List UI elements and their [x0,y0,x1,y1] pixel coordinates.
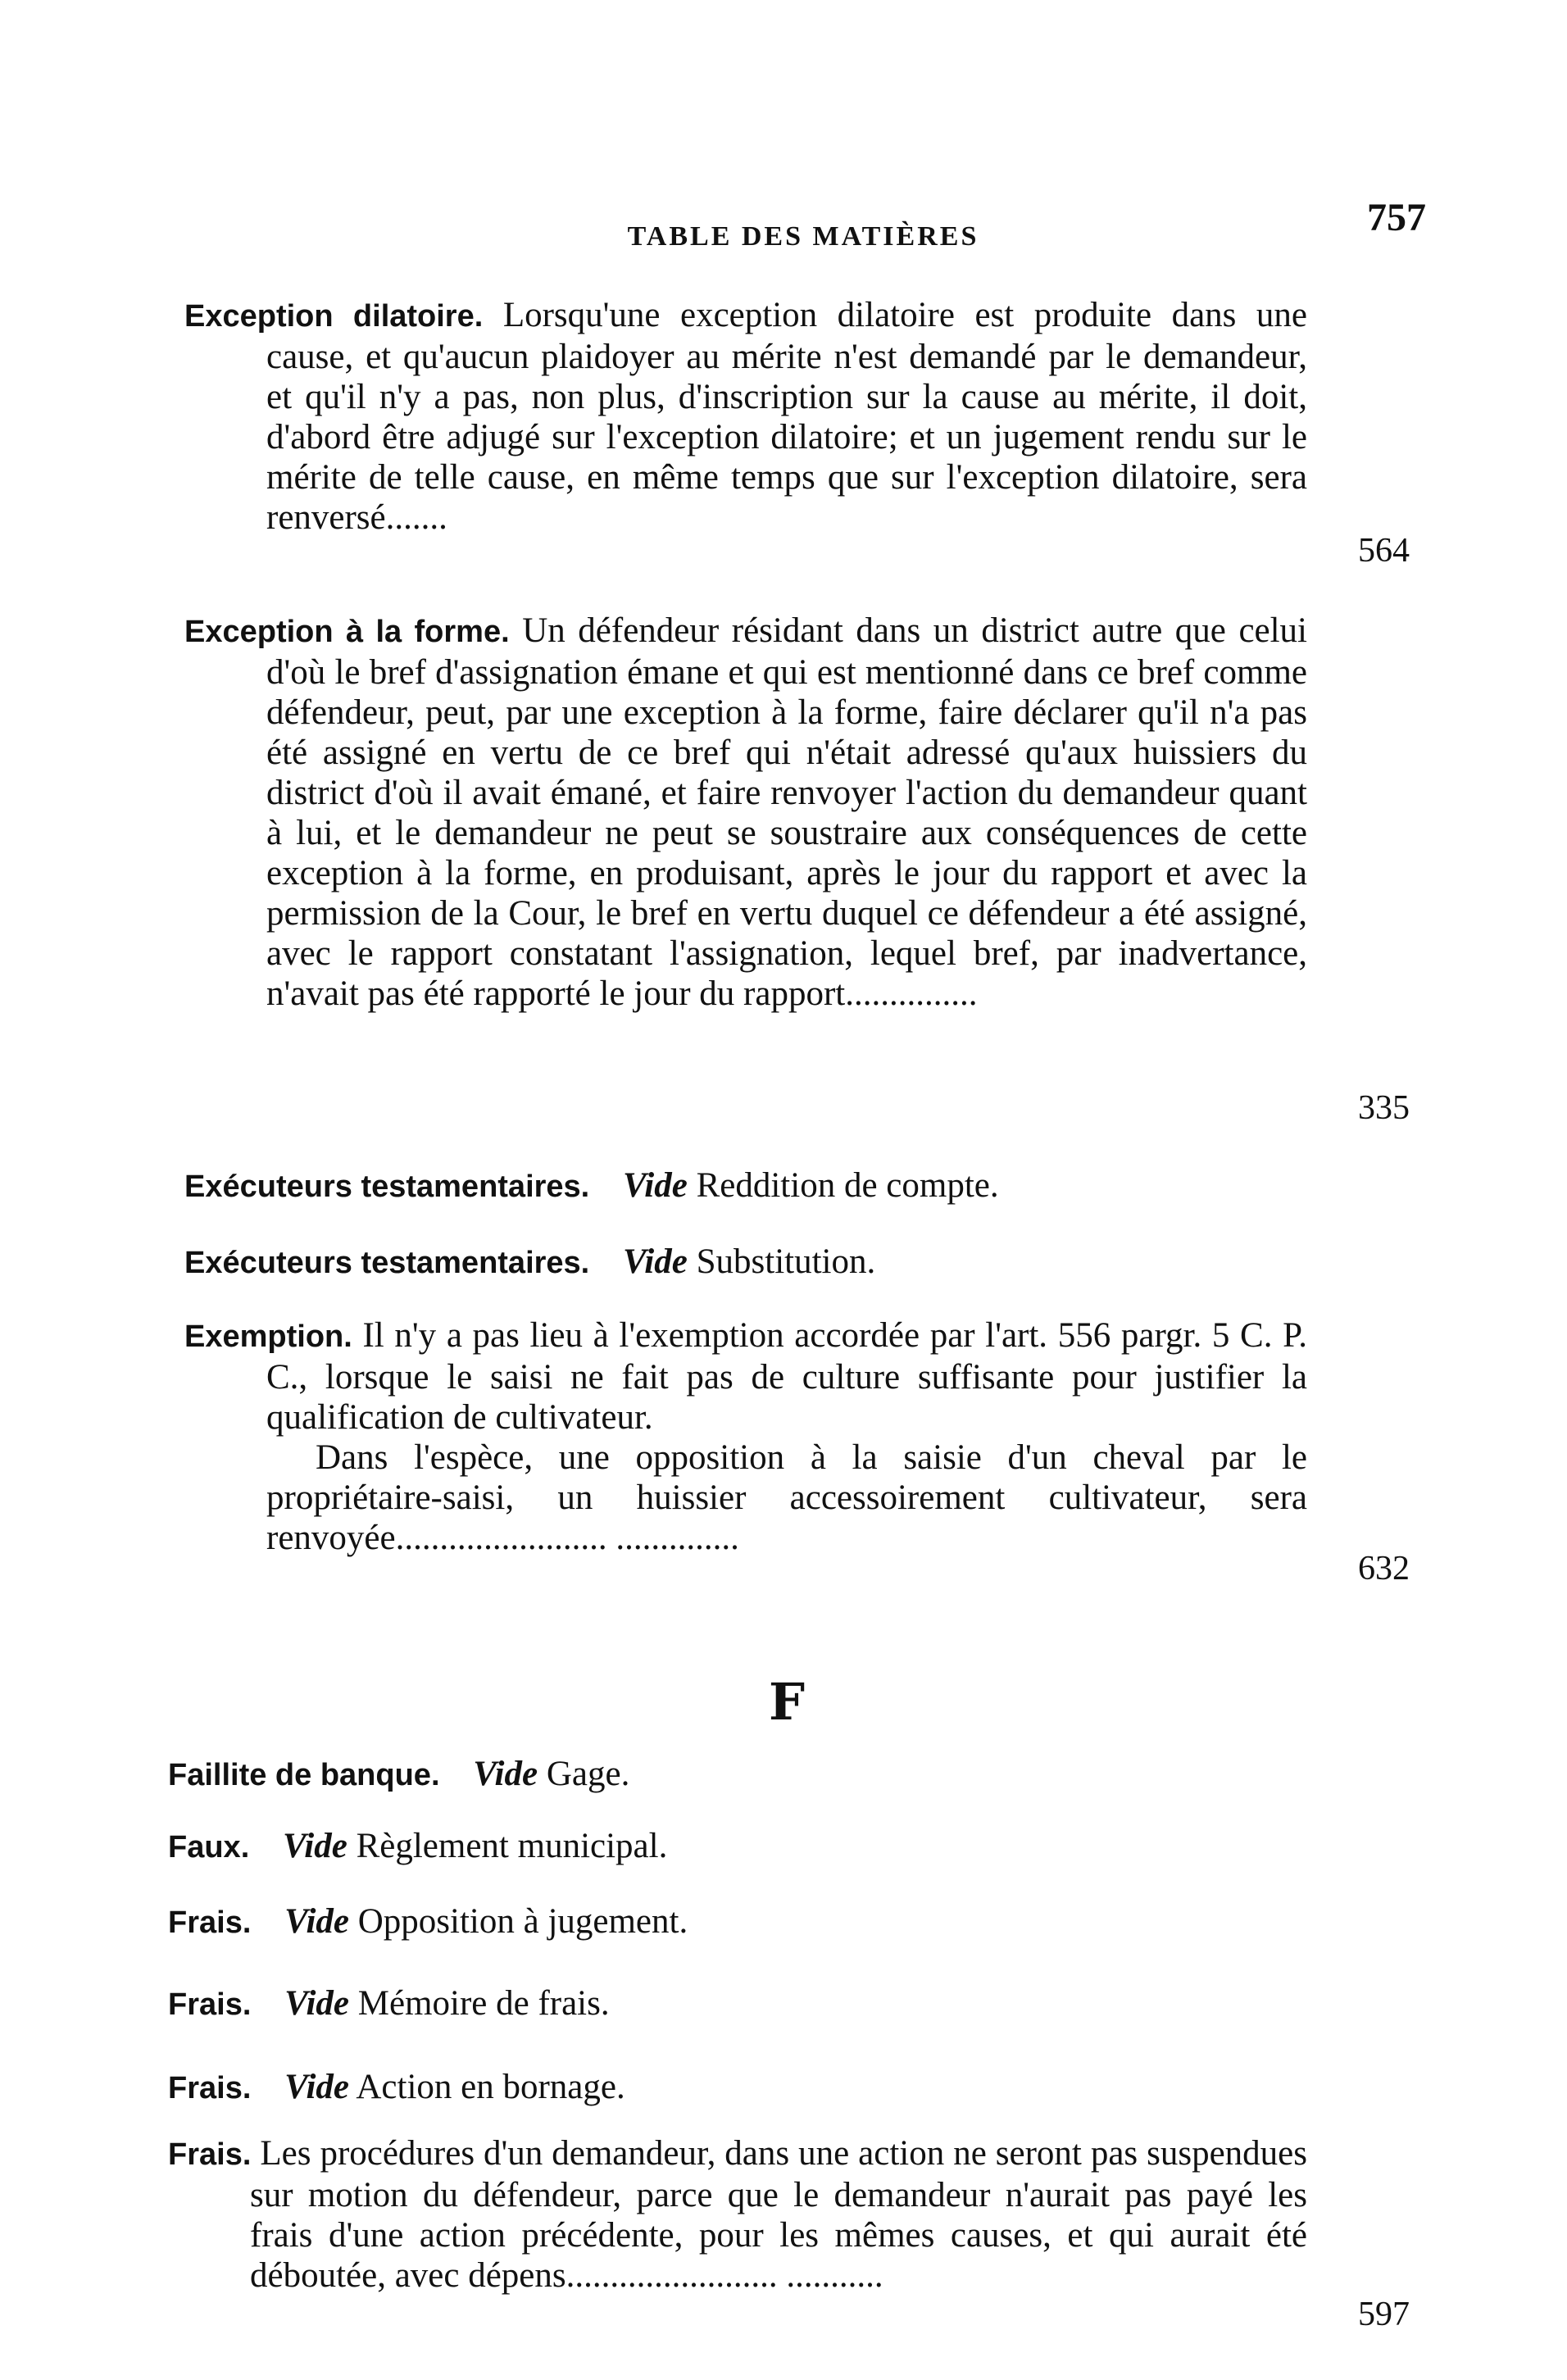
running-title: TABLE DES MATIÈRES [627,221,979,252]
vide-label: Vide [473,1755,538,1793]
vide-label: Vide [284,1902,349,1941]
vide-label: Vide [623,1242,688,1281]
entry-term: Exception dilatoire. [184,299,484,334]
entry-text: Lorsqu'une exception dilatoire est produite dans une cause, et qu'aucun plaidoyer au mérite n'est demandé par le demandeur, et qu'il n'y a pas, non plus, d'inscription sur la cause au mérite, il doit, d'abord être adjugé sur l'exception dilatoire; et un jugement rendu sur le mérite de telle cause, en même temps que sur l'exception dilatoire, sera renversé....... [266,296,1307,537]
entry-text: Opposition à jugement. [357,1902,688,1941]
entry-term: Frais. [168,1905,252,1940]
entry-body [168,2133,1307,2296]
index-entry-frais-1 [168,1901,1315,1943]
index-entry-executeurs-2 [184,1242,1332,1283]
entry-term: Exemption. [184,1319,352,1354]
index-entry-faillite [168,1754,1315,1796]
index-entry-faux [168,1826,1315,1868]
entry-text: Il n'y a pas lieu à l'exemption accordée par l'art. 556 pargr. 5 C. P. C., lorsque le saisi ne fait pas de culture suffisante pour justifier la qualification de cultivateur. [266,1316,1308,1437]
entry-text: Un défendeur résidant dans un district autre que celui d'où le bref d'assignation émane et qui est mentionné dans ce bref comme défendeur, peut, par une exception à la forme, faire déclarer qu'il n'a pas été assigné en vertu de ce bref qui n'était adressé qu'aux huissiers du district d'où il avait émané, et faire renvoyer l'action du demandeur quant à lui, et le demandeur ne peut se soustraire aux conséquences de cette exception à la forme, en produisant, après le jour du rapport et avec la permission de la Cour, le bref en vertu duquel ce défendeur a été assigné, avec le rapport constatant l'assignation, lequel bref, par inadvertance, n'avait pas été rapporté le jour du rapport............... [266,611,1308,1013]
vide-label: Vide [283,1827,347,1865]
index-entry-exception-dilatoire [184,295,1307,538]
entry-term: Exécuteurs testamentaires. [184,1246,590,1280]
entry-body [184,611,1307,1014]
entry-body [184,295,1307,538]
index-entry-frais-2 [168,1983,1315,2025]
entry-term: Exception à la forme. [184,615,510,649]
entry-page-ref: 564 [1358,532,1410,570]
entry-body [184,1315,1307,1438]
index-entry-exception-forme [184,611,1307,1014]
section-letter: F [768,1672,806,1732]
index-entry-frais-procedures [168,2133,1307,2296]
entry-text: Action en bornage. [356,2068,625,2106]
vide-label: Vide [623,1166,688,1205]
entry-subtext: Dans l'espèce, une opposition à la saisie d'un cheval par le propriétaire-saisi, un huissier accessoirement cultivateur, sera renvoyée........................ .............. [266,1438,1307,1557]
vide-label: Vide [284,1984,349,2023]
entry-text: Substitution. [696,1242,876,1281]
entry-term: Frais. [168,1987,252,2022]
entry-page-ref: 335 [1358,1089,1410,1127]
entry-term: Faillite de banque. [168,1758,440,1792]
entry-text: Mémoire de frais. [357,1984,610,2023]
entry-text: Reddition de compte. [696,1166,999,1205]
index-entry-executeurs-1 [184,1165,1332,1207]
entry-term: Faux. [168,1830,250,1864]
entry-term: Frais. [168,2137,252,2172]
index-entry-frais-3 [168,2067,1315,2109]
entry-text: Les procédures d'un demandeur, dans une action ne seront pas suspendues sur motion du défendeur, parce que le demandeur n'aurait pas payé les frais d'une action précédente, pour les mêmes causes, et qui aurait été déboutée, avec dépens........................ ........... [250,2134,1307,2295]
entry-text: Gage. [546,1755,630,1793]
vide-label: Vide [284,2068,349,2106]
entry-term: Exécuteurs testamentaires. [184,1170,590,1204]
entry-text: Règlement municipal. [356,1827,668,1865]
entry-page-ref: 597 [1358,2296,1410,2333]
entry-term: Frais. [168,2071,252,2105]
index-entry-exemption [184,1315,1307,1558]
page-number: 757 [1367,196,1426,239]
entry-page-ref: 632 [1358,1550,1410,1587]
